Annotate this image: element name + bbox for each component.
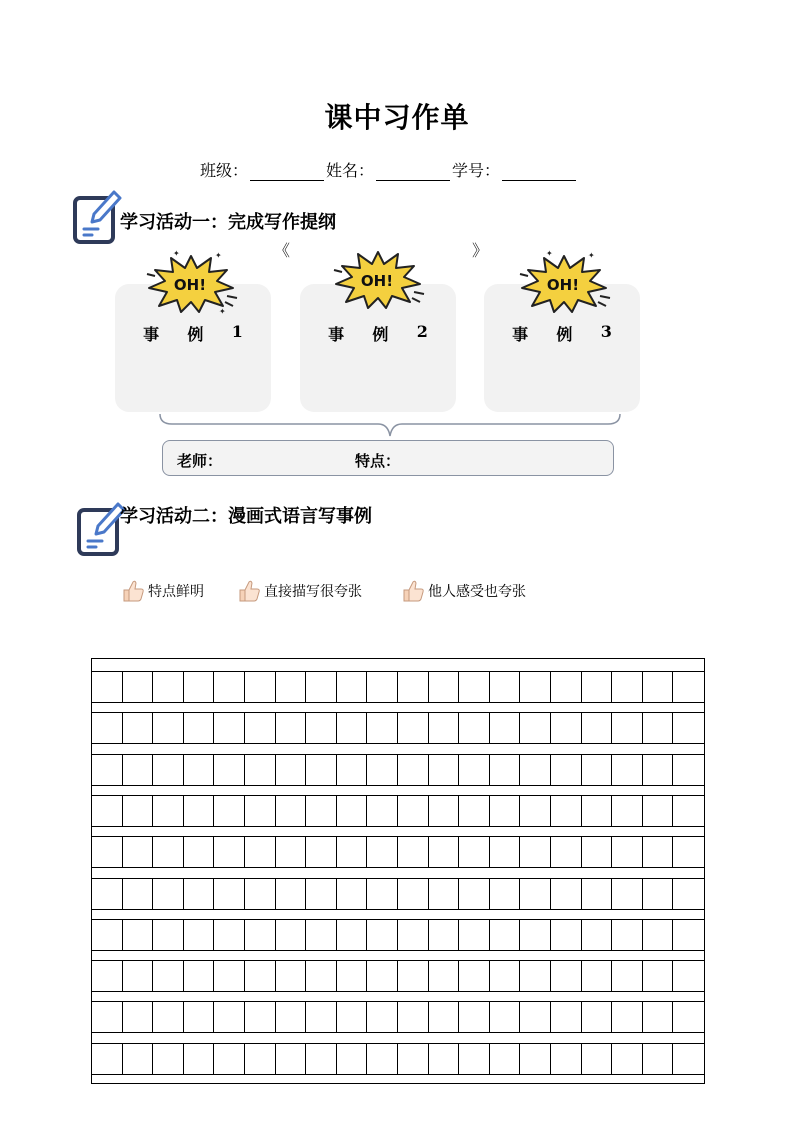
grid-cell[interactable]: [306, 1044, 337, 1074]
tag-text: 特点鲜明: [148, 584, 204, 600]
grid-cell[interactable]: [582, 1002, 613, 1032]
grid-cell[interactable]: [520, 1002, 551, 1032]
grid-cell[interactable]: [643, 755, 674, 785]
grid-cell[interactable]: [184, 961, 215, 991]
grid-cell[interactable]: [612, 837, 643, 867]
grid-cell[interactable]: [214, 796, 245, 826]
grid-cell[interactable]: [643, 796, 674, 826]
grid-cell[interactable]: [429, 961, 460, 991]
grid-cell[interactable]: [245, 920, 276, 950]
grid-cell[interactable]: [123, 713, 154, 743]
grid-cell[interactable]: [490, 920, 521, 950]
grid-cell[interactable]: [582, 879, 613, 909]
grid-cell[interactable]: [245, 961, 276, 991]
tag-text: 直接描写很夸张: [264, 584, 362, 600]
grid-cell[interactable]: [520, 837, 551, 867]
grid-cell[interactable]: [459, 961, 490, 991]
grid-cell[interactable]: [276, 1002, 307, 1032]
grid-cell[interactable]: [673, 837, 704, 867]
grid-cell[interactable]: [459, 796, 490, 826]
example-label-3: [484, 322, 640, 345]
grid-cell[interactable]: [551, 879, 582, 909]
tag-item: [236, 578, 362, 604]
grid-cell[interactable]: [92, 1044, 123, 1074]
grid-cell[interactable]: [582, 1044, 613, 1074]
grid-cell[interactable]: [551, 713, 582, 743]
grid-cell[interactable]: [582, 796, 613, 826]
grid-cell[interactable]: [123, 1044, 154, 1074]
grid-cell[interactable]: [276, 1044, 307, 1074]
grid-cell[interactable]: [643, 837, 674, 867]
grid-cell[interactable]: [612, 755, 643, 785]
grid-cell[interactable]: [459, 1002, 490, 1032]
grid-cell[interactable]: [337, 755, 368, 785]
grid-cell[interactable]: [245, 1002, 276, 1032]
label-char: 例: [372, 325, 389, 344]
grid-cell[interactable]: [184, 837, 215, 867]
grid-cell[interactable]: [490, 672, 521, 702]
label-number: 3: [600, 322, 612, 341]
grid-cell[interactable]: [612, 796, 643, 826]
grid-cell[interactable]: [184, 713, 215, 743]
grid-cell[interactable]: [643, 1002, 674, 1032]
grid-row: [92, 919, 704, 951]
grid-cell[interactable]: [153, 879, 184, 909]
grid-cell[interactable]: [643, 961, 674, 991]
grid-cell[interactable]: [337, 837, 368, 867]
label-char: 例: [556, 325, 573, 344]
name-label: 姓名：: [326, 161, 375, 180]
grid-cell[interactable]: [551, 920, 582, 950]
grid-cell[interactable]: [214, 837, 245, 867]
grid-cell[interactable]: [337, 713, 368, 743]
grid-cell[interactable]: [184, 1002, 215, 1032]
grid-cell[interactable]: [673, 961, 704, 991]
grid-cell[interactable]: [184, 755, 215, 785]
grid-cell[interactable]: [306, 796, 337, 826]
class-field[interactable]: [250, 162, 324, 181]
grid-cell[interactable]: [551, 837, 582, 867]
grid-cell[interactable]: [643, 672, 674, 702]
left-book-bracket: 《: [274, 241, 291, 260]
grid-cell[interactable]: [184, 672, 215, 702]
svg-text:✦: ✦: [173, 249, 180, 258]
oh-starburst-icon: [516, 248, 612, 316]
grid-cell[interactable]: [520, 713, 551, 743]
grid-cell[interactable]: [398, 796, 429, 826]
class-label: 班级：: [200, 161, 249, 180]
grid-cell[interactable]: [429, 879, 460, 909]
grid-cell[interactable]: [337, 920, 368, 950]
grid-cell[interactable]: [673, 1044, 704, 1074]
grid-cell[interactable]: [245, 837, 276, 867]
grid-cell[interactable]: [245, 1044, 276, 1074]
tag-text: 他人感受也夸张: [428, 584, 526, 600]
grid-cell[interactable]: [643, 1044, 674, 1074]
grid-cell[interactable]: [306, 920, 337, 950]
grid-cell[interactable]: [245, 713, 276, 743]
grid-cell[interactable]: [123, 672, 154, 702]
grid-cell[interactable]: [184, 796, 215, 826]
grid-cell[interactable]: [612, 879, 643, 909]
grid-row: [92, 795, 704, 827]
grid-cell[interactable]: [153, 713, 184, 743]
thumbs-up-icon: [236, 578, 262, 604]
grid-row: [92, 712, 704, 744]
grid-row: [92, 1001, 704, 1033]
grid-cell[interactable]: [398, 755, 429, 785]
grid-cell[interactable]: [276, 920, 307, 950]
grid-cell[interactable]: [153, 796, 184, 826]
grid-cell[interactable]: [367, 755, 398, 785]
grid-cell[interactable]: [92, 837, 123, 867]
grid-cell[interactable]: [367, 1002, 398, 1032]
grid-cell[interactable]: [276, 879, 307, 909]
grid-cell[interactable]: [398, 837, 429, 867]
grid-cell[interactable]: [367, 1044, 398, 1074]
oh-starburst-icon: [330, 244, 426, 312]
grid-cell[interactable]: [123, 879, 154, 909]
grid-cell[interactable]: [398, 879, 429, 909]
grid-cell[interactable]: [459, 879, 490, 909]
grid-cell[interactable]: [490, 961, 521, 991]
grid-cell[interactable]: [153, 672, 184, 702]
grid-cell[interactable]: [643, 713, 674, 743]
grid-cell[interactable]: [245, 796, 276, 826]
grid-cell[interactable]: [153, 920, 184, 950]
activity1-title: 学习活动一：完成写作提纲: [120, 212, 336, 233]
grid-cell[interactable]: [123, 1002, 154, 1032]
grid-cell[interactable]: [123, 796, 154, 826]
label-number: 2: [416, 322, 428, 341]
grid-cell[interactable]: [337, 796, 368, 826]
grid-cell[interactable]: [520, 1044, 551, 1074]
grid-cell[interactable]: [92, 713, 123, 743]
grid-cell[interactable]: [123, 837, 154, 867]
grid-cell[interactable]: [490, 796, 521, 826]
grid-cell[interactable]: [643, 879, 674, 909]
grid-cell[interactable]: [92, 879, 123, 909]
grid-cell[interactable]: [92, 796, 123, 826]
grid-cell[interactable]: [459, 1044, 490, 1074]
grid-cell[interactable]: [520, 755, 551, 785]
grid-cell[interactable]: [337, 672, 368, 702]
grid-cell[interactable]: [367, 672, 398, 702]
grid-cell[interactable]: [490, 879, 521, 909]
grid-cell[interactable]: [398, 713, 429, 743]
grid-cell[interactable]: [612, 713, 643, 743]
grid-row: [92, 878, 704, 910]
grid-cell[interactable]: [459, 755, 490, 785]
grid-cell[interactable]: [429, 920, 460, 950]
grid-cell[interactable]: [337, 879, 368, 909]
grid-cell[interactable]: [214, 672, 245, 702]
grid-cell[interactable]: [367, 796, 398, 826]
grid-row: [92, 960, 704, 992]
grid-cell[interactable]: [551, 1002, 582, 1032]
grid-cell[interactable]: [276, 713, 307, 743]
grid-cell[interactable]: [673, 1002, 704, 1032]
grid-cell[interactable]: [520, 879, 551, 909]
name-field[interactable]: [376, 162, 450, 181]
grid-cell[interactable]: [245, 755, 276, 785]
grid-cell[interactable]: [673, 796, 704, 826]
grid-cell[interactable]: [214, 713, 245, 743]
teacher-label: 老师：: [177, 452, 223, 470]
grid-cell[interactable]: [673, 879, 704, 909]
svg-text:✦: ✦: [546, 249, 553, 258]
grid-cell[interactable]: [520, 672, 551, 702]
tag-item: [400, 578, 526, 604]
id-field[interactable]: [502, 162, 576, 181]
grid-cell[interactable]: [551, 1044, 582, 1074]
grid-cell[interactable]: [459, 837, 490, 867]
oh-text: OH!: [546, 276, 580, 294]
grid-cell[interactable]: [214, 879, 245, 909]
svg-text:✦: ✦: [588, 251, 595, 260]
grid-cell[interactable]: [673, 672, 704, 702]
grid-cell[interactable]: [92, 920, 123, 950]
grid-cell[interactable]: [276, 837, 307, 867]
grid-cell[interactable]: [337, 961, 368, 991]
grid-cell[interactable]: [276, 672, 307, 702]
grid-cell[interactable]: [429, 837, 460, 867]
label-number: 1: [231, 322, 243, 341]
grid-cell[interactable]: [214, 755, 245, 785]
grid-cell[interactable]: [398, 1044, 429, 1074]
grid-cell[interactable]: [612, 1002, 643, 1032]
grid-cell[interactable]: [123, 961, 154, 991]
oh-starburst-icon: [143, 248, 239, 316]
grid-cell[interactable]: [520, 961, 551, 991]
oh-text: OH!: [360, 272, 394, 290]
grid-cell[interactable]: [123, 920, 154, 950]
grid-cell[interactable]: [520, 796, 551, 826]
right-book-bracket: 》: [472, 241, 489, 260]
grid-cell[interactable]: [673, 755, 704, 785]
example-label-1: [115, 322, 271, 345]
id-label: 学号：: [452, 161, 501, 180]
thumbs-up-icon: [120, 578, 146, 604]
grid-cell[interactable]: [367, 961, 398, 991]
svg-text:✦: ✦: [219, 307, 226, 316]
grid-cell[interactable]: [429, 796, 460, 826]
grid-cell[interactable]: [276, 796, 307, 826]
writing-grid[interactable]: [91, 658, 705, 1084]
grid-cell[interactable]: [153, 1002, 184, 1032]
grid-cell[interactable]: [306, 879, 337, 909]
svg-text:✦: ✦: [215, 251, 222, 260]
grid-cell[interactable]: [245, 879, 276, 909]
student-info-line: [200, 158, 578, 181]
grid-cell[interactable]: [582, 755, 613, 785]
grid-cell[interactable]: [582, 837, 613, 867]
grid-cell[interactable]: [306, 672, 337, 702]
grid-cell[interactable]: [92, 672, 123, 702]
grid-cell[interactable]: [490, 755, 521, 785]
grid-cell[interactable]: [153, 1044, 184, 1074]
grid-cell[interactable]: [429, 755, 460, 785]
grid-cell[interactable]: [92, 961, 123, 991]
grid-cell[interactable]: [429, 713, 460, 743]
feature-label: 特点：: [355, 452, 401, 470]
grid-cell[interactable]: [520, 920, 551, 950]
pencil-note-icon: [72, 188, 122, 244]
grid-cell[interactable]: [398, 961, 429, 991]
example-label-2: [300, 322, 456, 345]
grid-cell[interactable]: [153, 755, 184, 785]
grid-cell[interactable]: [276, 961, 307, 991]
grid-cell[interactable]: [582, 961, 613, 991]
grid-cell[interactable]: [429, 672, 460, 702]
grid-cell[interactable]: [429, 1044, 460, 1074]
grid-cell[interactable]: [306, 1002, 337, 1032]
grid-cell[interactable]: [214, 1002, 245, 1032]
grid-cell[interactable]: [490, 837, 521, 867]
pencil-note-icon: [76, 500, 126, 556]
grid-row: [92, 754, 704, 786]
grid-cell[interactable]: [582, 672, 613, 702]
grid-cell[interactable]: [490, 1002, 521, 1032]
grid-cell[interactable]: [459, 920, 490, 950]
grid-cell[interactable]: [123, 755, 154, 785]
grid-cell[interactable]: [612, 961, 643, 991]
label-char: 事: [512, 325, 529, 344]
grid-cell[interactable]: [429, 1002, 460, 1032]
grid-cell[interactable]: [245, 672, 276, 702]
grid-cell[interactable]: [184, 1044, 215, 1074]
grid-cell[interactable]: [184, 879, 215, 909]
grid-cell[interactable]: [673, 920, 704, 950]
oh-text: OH!: [173, 276, 207, 294]
grid-cell[interactable]: [306, 961, 337, 991]
grid-cell[interactable]: [92, 1002, 123, 1032]
grid-cell[interactable]: [367, 713, 398, 743]
grid-cell[interactable]: [612, 920, 643, 950]
label-char: 例: [187, 325, 204, 344]
grid-cell[interactable]: [153, 837, 184, 867]
page-title: 课中习作单: [324, 101, 470, 134]
grid-cell[interactable]: [459, 713, 490, 743]
grid-cell[interactable]: [673, 713, 704, 743]
grid-cell[interactable]: [643, 920, 674, 950]
tag-item: [120, 578, 204, 604]
label-char: 事: [143, 325, 160, 344]
grid-row: [92, 836, 704, 868]
grid-cell[interactable]: [337, 1002, 368, 1032]
activity2-title: 学习活动二：漫画式语言写事例: [120, 506, 372, 527]
grid-row: [92, 671, 704, 703]
grid-cell[interactable]: [398, 920, 429, 950]
grid-cell[interactable]: [306, 837, 337, 867]
grid-cell[interactable]: [490, 1044, 521, 1074]
grid-cell[interactable]: [398, 1002, 429, 1032]
grid-cell[interactable]: [459, 672, 490, 702]
grid-cell[interactable]: [551, 796, 582, 826]
grid-cell[interactable]: [92, 755, 123, 785]
grid-cell[interactable]: [582, 713, 613, 743]
grid-cell[interactable]: [490, 713, 521, 743]
grid-cell[interactable]: [367, 920, 398, 950]
label-char: 事: [328, 325, 345, 344]
grid-cell[interactable]: [214, 1044, 245, 1074]
grid-cell[interactable]: [184, 920, 215, 950]
grid-cell[interactable]: [551, 755, 582, 785]
thumbs-up-icon: [400, 578, 426, 604]
grid-cell[interactable]: [153, 961, 184, 991]
grid-row: [92, 1043, 704, 1075]
grid-cell[interactable]: [214, 961, 245, 991]
grid-cell[interactable]: [276, 755, 307, 785]
grid-cell[interactable]: [551, 961, 582, 991]
grid-cell[interactable]: [398, 672, 429, 702]
grid-cell[interactable]: [612, 672, 643, 702]
grid-cell[interactable]: [367, 837, 398, 867]
summary-box[interactable]: [162, 440, 614, 476]
grid-cell[interactable]: [337, 1044, 368, 1074]
grid-cell[interactable]: [214, 920, 245, 950]
curly-brace-divider: [158, 412, 622, 438]
grid-cell[interactable]: [306, 713, 337, 743]
grid-cell[interactable]: [551, 672, 582, 702]
grid-cell[interactable]: [612, 1044, 643, 1074]
grid-cell[interactable]: [306, 755, 337, 785]
grid-cell[interactable]: [582, 920, 613, 950]
grid-cell[interactable]: [367, 879, 398, 909]
